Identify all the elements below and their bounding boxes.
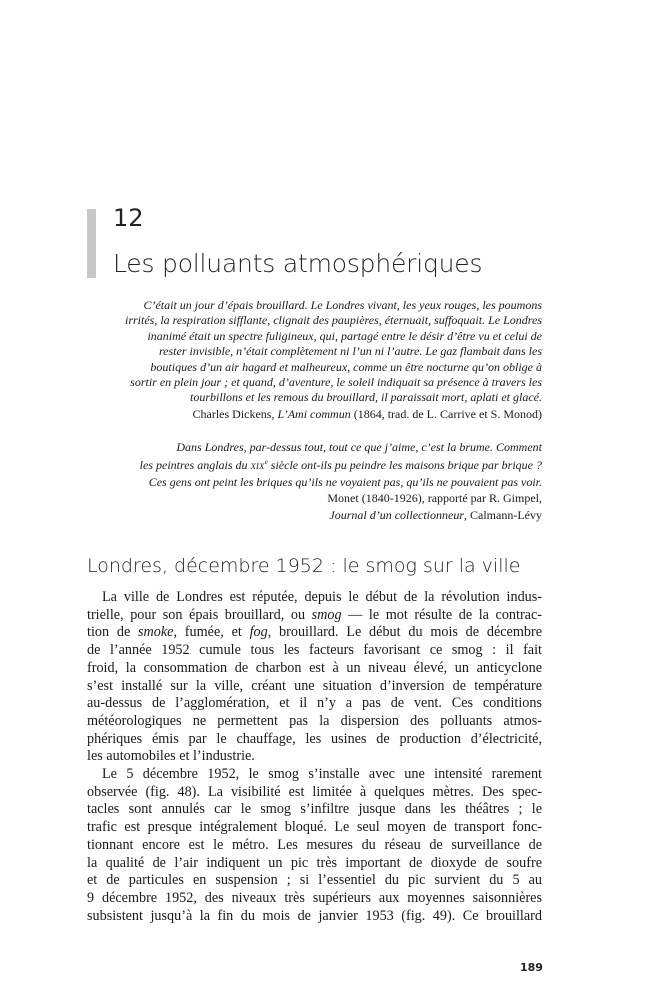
body-line: Le 5 décembre 1952, le smog s’installe avec une intensité rarement bbox=[102, 766, 542, 783]
body-line: tion de smoke, fumée, et fog, brouillard. Le début du mois de décembre bbox=[87, 624, 542, 641]
page-number: 189 bbox=[520, 961, 543, 974]
epigraph-line: tourbillons et les remous du brouillard, il paraissait mort, aplati et glacé. bbox=[189, 390, 542, 405]
epigraph-line: C’était un jour d’épais brouillard. Le Londres vivant, les yeux rouges, les poumons bbox=[143, 298, 542, 312]
epigraph-attribution: Monet (1840-1926), rapporté par R. Gimpel, bbox=[327, 491, 542, 506]
epigraph-attribution: Charles Dickens, L’Ami commun (1864, trad. de L. Carrive et S. Monod) bbox=[192, 406, 542, 421]
body-line: La ville de Londres est réputée, depuis le début de la révolution indus- bbox=[102, 589, 542, 605]
epigraph-line: sortir en plein jour ; et quand, d’aventure, le soleil indiquait sa présence à travers les bbox=[130, 375, 542, 390]
epigraph-dickens bbox=[87, 298, 542, 422]
epigraph-attribution-source: Journal d’un collectionneur, Calmann-Lévy bbox=[329, 507, 542, 522]
body-line: 9 décembre 1952, des niveaux très supérieurs aux moyennes saisonnières bbox=[87, 889, 542, 906]
epigraph-line: boutiques d’un air hagard et malheureux, comme un être nocturne qu’on oblige à bbox=[150, 359, 542, 374]
epigraph-line: rester invisible, n’était complètement ni l’un ni l’autre. Le gaz flambait dans les bbox=[158, 344, 542, 359]
body-line: observée (fig. 48). La visibilité est limitée à quelques mètres. Des spec- bbox=[87, 783, 542, 800]
body-line: trielle, pour son épais brouillard, ou smog — le mot résulte de la contrac- bbox=[87, 606, 542, 623]
body-line: trafic est presque intégralement bloqué. Le seul moyen de transport fonc- bbox=[87, 819, 542, 836]
body-text bbox=[87, 589, 542, 925]
body-line: s’est installé sur la ville, créant une situation d’inversion de température bbox=[87, 677, 542, 694]
body-line: phériques émis par le chauffage, les usines de production d’électricité, bbox=[87, 730, 542, 747]
epigraph-line: Ces gens ont peint les briques qu’ils ne voyaient pas, qu’ils ne pouvaient pas voir. bbox=[148, 474, 542, 489]
body-line: au-dessus de l’agglomération, et il n’y a pas de vent. Ces conditions bbox=[87, 695, 542, 712]
chapter-number: 12 bbox=[113, 204, 144, 232]
body-line: la qualité de l’air indiquent un pic très important de dioxyde de soufre bbox=[87, 854, 542, 871]
epigraph-monet bbox=[87, 440, 542, 523]
body-line: les automobiles et l’industrie. bbox=[87, 748, 255, 765]
epigraph-line: Dans Londres, par-dessus tout, tout ce que j’aime, c’est la brume. Comment bbox=[176, 440, 542, 454]
body-line: météorologiques ne permettent pas la dispersion des polluants atmos- bbox=[87, 712, 542, 729]
epigraph-line: inanimé était un spectre fuligineux, qui, partagé entre le désir d’être vu et celui de bbox=[147, 328, 542, 343]
body-line: froid, la consommation de charbon est à un niveau élevé, un anticyclone bbox=[87, 659, 542, 676]
body-line: tionnant encore est le métro. Les mesures du réseau de surveillance de bbox=[87, 836, 542, 853]
body-line: et de particules en suspension ; si l’essentiel du pic survient du 5 au bbox=[87, 872, 542, 889]
epigraph-line: les peintres anglais du XIXe siècle ont-ils pu peindre les maisons brique par brique ? bbox=[139, 458, 542, 473]
body-line: subsistent jusqu’à la fin du mois de janvier 1953 (fig. 49). Ce brouillard bbox=[87, 907, 542, 924]
chapter-marker-bar bbox=[87, 209, 96, 278]
section-title: Londres, décembre 1952 : le smog sur la ville bbox=[87, 555, 521, 577]
chapter-title: Les polluants atmosphériques bbox=[113, 249, 483, 278]
epigraph-line: irrités, la respiration sifflante, clignait des paupières, éternuait, suffoquait. Le Londres bbox=[125, 313, 542, 328]
body-line: de l’année 1952 cumule tous les facteurs favorisant ce smog : il fait bbox=[87, 642, 542, 659]
body-line: tacles sont annulés car le smog s’infiltre jusque dans les théâtres ; le bbox=[87, 801, 542, 818]
